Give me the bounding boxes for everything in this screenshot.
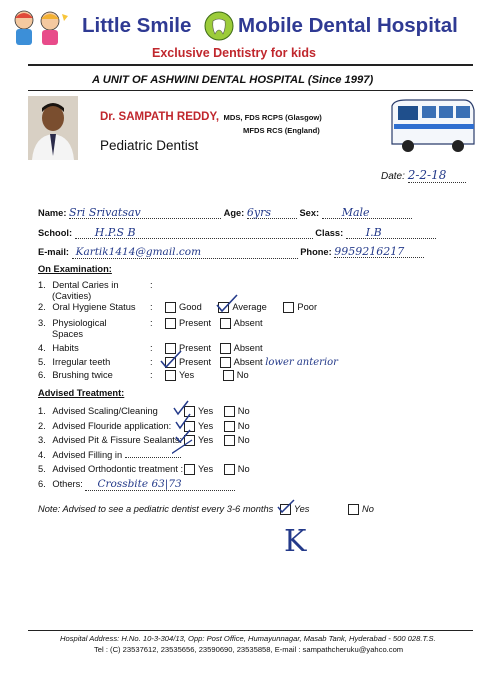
irregular-absent[interactable]: Absent [220, 357, 263, 367]
school-label: School: [38, 228, 73, 238]
checkbox-icon [184, 464, 195, 475]
option-yes[interactable]: Yes [184, 421, 213, 431]
spaces-absent[interactable]: Absent [220, 318, 263, 328]
footer-contact: Tel : (C) 23537612, 23535656, 23590690, 23535858, E-mail : sampathcheruku@yahco.com [94, 645, 404, 654]
school-row [38, 227, 478, 239]
option-yes[interactable]: Yes [184, 406, 213, 416]
others-value[interactable]: Crossbite 63|73 [85, 479, 235, 491]
brushing-no[interactable]: No [223, 370, 249, 380]
age-label: Age: [223, 208, 245, 218]
email-label: E-mail: [38, 247, 69, 257]
header-bar-2 [28, 90, 473, 91]
tick-marks-icon [172, 400, 202, 458]
doctor-name [100, 107, 322, 125]
colon: : [150, 302, 153, 312]
irregular-options [165, 357, 338, 368]
advised-item-6: 6. Others: Crossbite 63|73 [38, 479, 338, 491]
logo-kids [6, 6, 76, 48]
name-label: Name: [38, 208, 67, 218]
exam-item-3 [38, 318, 107, 329]
tick-mark-icon [159, 349, 183, 369]
tooth-logo-icon [203, 10, 235, 42]
age-value[interactable]: 6yrs [247, 207, 297, 219]
checkbox-icon [165, 302, 176, 313]
brushing-yes[interactable]: Yes [165, 370, 194, 380]
header-subtitle: Exclusive Dentistry for kids [152, 46, 316, 60]
title-part-1: Little Smile [82, 14, 192, 37]
advised-label: Advised Flouride application: [52, 421, 172, 431]
school-value[interactable]: H.P.S B [75, 227, 313, 239]
exam-num: 4. [38, 343, 46, 353]
brushing-options [165, 370, 249, 381]
phone-label: Phone: [300, 247, 332, 257]
date-value[interactable]: 2-2-18 [408, 168, 466, 183]
checkbox-icon [224, 435, 235, 446]
advised-label: Advised Pit & Fissure Sealants: [52, 435, 183, 445]
bus-illustration [386, 96, 478, 158]
exam-item-4 [38, 343, 79, 354]
checkbox-icon [283, 302, 294, 313]
date-label: Date: [381, 171, 405, 182]
advised-item-1: 1. Advised Scaling/Cleaning [38, 406, 158, 416]
irregular-note: lower anterior [265, 357, 338, 368]
doctor-quals-2: MFDS RCS (England) [243, 126, 320, 135]
phone-value[interactable]: 9959216217 [334, 246, 424, 258]
colon: : [150, 318, 153, 328]
sex-value[interactable]: Male [322, 207, 412, 219]
note-no[interactable]: No [348, 504, 374, 514]
doctor-photo [28, 96, 78, 160]
header-title [82, 14, 487, 44]
advised-label: Advised Scaling/Cleaning [52, 406, 158, 416]
exam-label: Irregular teeth [52, 357, 111, 367]
checkbox-icon [220, 357, 231, 368]
checkbox-icon [348, 504, 359, 515]
sex-label: Sex: [299, 208, 320, 218]
exam-num: 6. [38, 370, 46, 380]
exam-item-2 [38, 302, 136, 313]
checkbox-icon [224, 406, 235, 417]
spaces-options [165, 318, 263, 329]
tick-mark-icon [276, 498, 296, 514]
exam-label: Habits [52, 343, 79, 353]
advised-item-2: 2. Advised Flouride application: [38, 421, 172, 431]
header-unit: A UNIT OF ASHWINI DENTAL HOSPITAL (Since 1997) [92, 74, 374, 86]
exam-item-3-line2: Spaces [52, 329, 84, 339]
hygiene-good[interactable]: Good [165, 302, 202, 312]
exam-num: 2. [38, 302, 46, 312]
exam-label: Oral Hygiene Status [52, 302, 136, 312]
habits-present[interactable]: Present [165, 343, 211, 353]
name-row [38, 207, 478, 219]
doctor-signature: K [284, 524, 307, 559]
advised-label: Advised Orthodontic treatment : [52, 464, 184, 474]
advised-item-4: 4. Advised Filling in [38, 450, 181, 461]
class-label: Class: [315, 228, 344, 238]
email-value[interactable]: Kartik1414@gmail.com [72, 247, 298, 259]
name-value[interactable]: Sri Srivatsav [69, 207, 221, 219]
hygiene-poor[interactable]: Poor [283, 302, 317, 312]
checkbox-icon [223, 370, 234, 381]
doctor-name-text: Dr. SAMPATH REDDY, [100, 111, 220, 123]
checkbox-icon [165, 370, 176, 381]
doctor-role: Pediatric Dentist [100, 138, 199, 153]
note-yes[interactable]: Yes [280, 504, 312, 514]
colon: : [150, 343, 153, 353]
advised-item-5: 5. Advised Orthodontic treatment : [38, 464, 184, 474]
option-no[interactable]: No [224, 435, 250, 445]
email-row [38, 246, 478, 259]
header-bar [28, 64, 473, 66]
checkbox-icon [220, 318, 231, 329]
advised-heading: Advised Treatment: [38, 388, 125, 398]
doctor-quals-1: MDS, FDS RCPS (Glasgow) [223, 113, 322, 122]
title-part-2: Mobile Dental Hospital [238, 14, 458, 37]
note-text: Note: Advised to see a pediatric dentist every 3-6 months [38, 504, 274, 514]
checkbox-icon [224, 421, 235, 432]
others-label: Others: [52, 479, 83, 489]
exam-label: Dental Caries in [52, 280, 119, 290]
checkbox-icon [224, 464, 235, 475]
class-value[interactable]: I.B [346, 227, 436, 239]
tick-mark-icon [215, 293, 239, 313]
exam-item-1 [38, 280, 119, 291]
hygiene-average[interactable]: Average [218, 302, 269, 312]
exam-item-1-line2: (Cavities) [52, 291, 92, 301]
irregular-present[interactable]: Present [165, 357, 214, 367]
option-no[interactable]: No [224, 406, 250, 416]
advised-item-3: 3. Advised Pit & Fissure Sealants: [38, 435, 183, 445]
colon: : [150, 370, 153, 380]
exam-item-6 [38, 370, 113, 381]
exam-label: Physiological [52, 318, 107, 328]
exam-heading: On Examination: [38, 264, 112, 274]
checkbox-icon [220, 343, 231, 354]
colon: : [150, 357, 153, 367]
spaces-present[interactable]: Present [165, 318, 211, 328]
hygiene-options [165, 302, 317, 313]
footer-address: Hospital Address: H.No. 10-3-304/13, Opp: Post Office, Humayunnagar, Masab Tank, Hyderabad - 500 028.T.S. [60, 634, 436, 643]
checkbox-icon [165, 318, 176, 329]
footer-divider [28, 630, 473, 631]
option-no[interactable]: No [224, 421, 250, 431]
date-field [381, 168, 466, 183]
exam-item-5 [38, 357, 110, 368]
habits-absent[interactable]: Absent [220, 343, 263, 353]
followup-note [38, 504, 374, 515]
option-no[interactable]: No [224, 464, 250, 474]
exam-num: 5. [38, 357, 46, 367]
option-yes[interactable]: Yes [184, 464, 213, 474]
exam-num: 1. [38, 280, 46, 290]
ortho-options [184, 464, 250, 475]
exam-label: Brushing twice [52, 370, 113, 380]
colon: : [150, 280, 153, 290]
exam-num: 3. [38, 318, 46, 328]
advised-label: Advised Filling in [52, 450, 123, 460]
option-yes[interactable]: Yes [184, 435, 213, 445]
